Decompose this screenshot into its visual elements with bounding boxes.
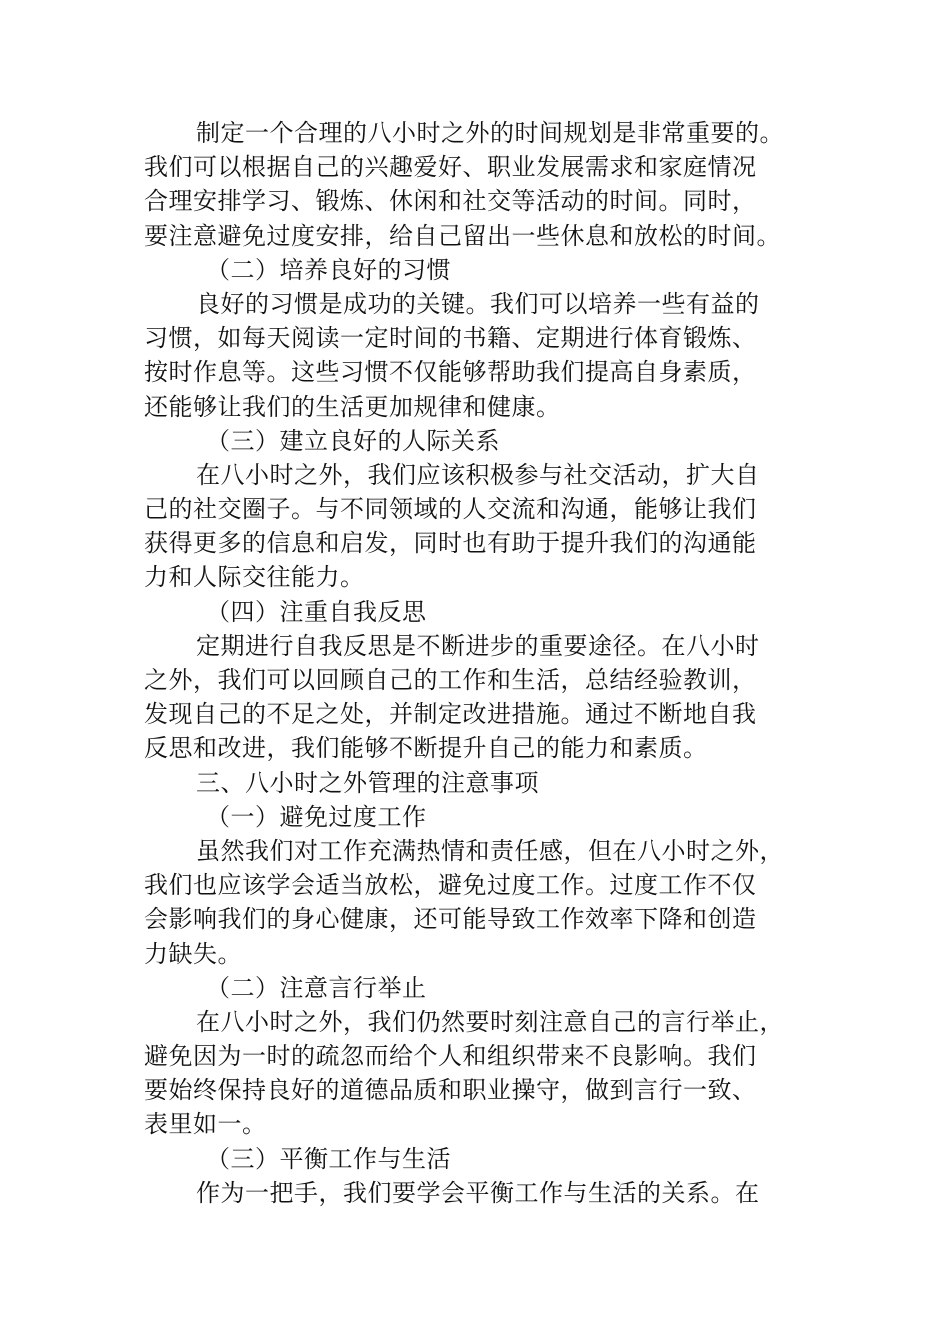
paragraph-line: 避免因为一时的疏忽而给个人和组织带来不良影响。我们 bbox=[144, 1042, 757, 1071]
paragraph-line: 良好的习惯是成功的关键。我们可以培养一些有益的 bbox=[196, 289, 760, 318]
document-body bbox=[144, 116, 844, 1210]
paragraph-line: 按时作息等。这些习惯不仅能够帮助我们提高自身素质， bbox=[144, 358, 757, 387]
section-heading: （四）注重自我反思 bbox=[206, 597, 427, 626]
paragraph-line: 定期进行自我反思是不断进步的重要途径。在八小时 bbox=[196, 631, 760, 660]
section-heading: （二）培养良好的习惯 bbox=[206, 255, 451, 284]
paragraph-line: 还能够让我们的生活更加规律和健康。 bbox=[144, 392, 561, 421]
paragraph-line: 我们可以根据自己的兴趣爱好、职业发展需求和家庭情况 bbox=[144, 153, 757, 182]
paragraph-line: 在八小时之外，我们应该积极参与社交活动，扩大自 bbox=[196, 460, 760, 489]
paragraph-line: 之外，我们可以回顾自己的工作和生活，总结经验教训， bbox=[144, 666, 757, 694]
paragraph-line: 表里如一。 bbox=[144, 1110, 267, 1139]
section-heading: （三）平衡工作与生活 bbox=[206, 1144, 451, 1173]
chapter-heading: 三、八小时之外管理的注意事项 bbox=[196, 768, 539, 797]
paragraph-line: 力和人际交往能力。 bbox=[144, 563, 365, 592]
paragraph-line: 获得更多的信息和启发，同时也有助于提升我们的沟通能 bbox=[144, 529, 757, 558]
section-heading: （一）避免过度工作 bbox=[206, 802, 427, 831]
paragraph-line: 反思和改进，我们能够不断提升自己的能力和素质。 bbox=[144, 734, 708, 763]
paragraph-line: 我们也应该学会适当放松，避免过度工作。过度工作不仅 bbox=[144, 871, 757, 900]
paragraph-line: 虽然我们对工作充满热情和责任感，但在八小时之外， bbox=[196, 836, 784, 865]
paragraph-line: 己的社交圈子。与不同领域的人交流和沟通，能够让我们 bbox=[144, 495, 757, 524]
paragraph-line: 力缺失。 bbox=[144, 939, 242, 968]
paragraph-line: 要始终保持良好的道德品质和职业操守，做到言行一致、 bbox=[144, 1076, 757, 1105]
paragraph-line: 会影响我们的身心健康，还可能导致工作效率下降和创造 bbox=[144, 905, 757, 934]
paragraph-line: 作为一把手，我们要学会平衡工作与生活的关系。在 bbox=[196, 1178, 760, 1207]
paragraph-line: 在八小时之外，我们仍然要时刻注意自己的言行举止， bbox=[196, 1007, 784, 1036]
paragraph-line: 合理安排学习、锻炼、休闲和社交等活动的时间。同时， bbox=[144, 187, 757, 216]
paragraph-line: 要注意避免过度安排，给自己留出一些休息和放松的时间。 bbox=[144, 221, 781, 250]
section-heading: （二）注意言行举止 bbox=[206, 973, 427, 1002]
paragraph-line: 发现自己的不足之处，并制定改进措施。通过不断地自我 bbox=[144, 700, 757, 729]
paragraph-line: 习惯，如每天阅读一定时间的书籍、定期进行体育锻炼、 bbox=[144, 324, 757, 353]
section-heading: （三）建立良好的人际关系 bbox=[206, 426, 500, 455]
paragraph-line: 制定一个合理的八小时之外的时间规划是非常重要的。 bbox=[196, 119, 784, 147]
